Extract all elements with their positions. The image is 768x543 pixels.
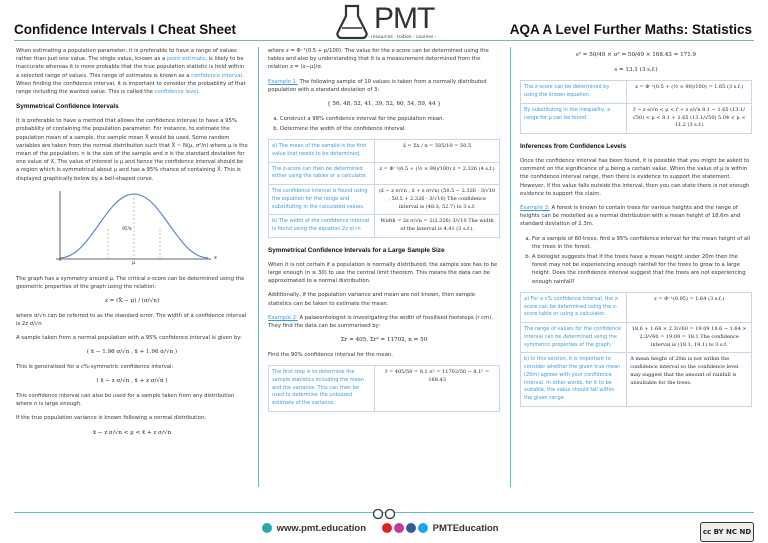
large-sample-paragraph-1: When it is not certain if a population is normally distributed, the sample size has to be large enough (n ≥ 30) to use the central limit theorem. This means the data can be approximated to a normal distribution.	[268, 261, 498, 285]
ci95-equation: ( x̄ − 1.96 σ/√n , x̄ + 1.96 σ/√n )	[86, 349, 178, 356]
example-3-table	[520, 292, 752, 407]
column-2	[268, 47, 500, 420]
example-2-table-continued	[520, 80, 752, 134]
table-row: b) In this section, it is important to consider whether the given true mean (20m) agrees with your confidence interval. In other words, for it to be suitable, the value should fall within the given range. A mean height of 20m is not within the confidence interval so the confidence level may suggest that the amount of rainfall is unsuitable for the trees.	[521, 353, 752, 407]
example-3-part-a: a. For a sample of 60 trees, find a 95% confidence interval for the mean height of all the trees in the forest.	[532, 235, 752, 251]
logo-text: PMT	[374, 2, 435, 35]
instagram-icon[interactable]	[394, 523, 404, 533]
youtube-icon[interactable]	[382, 523, 392, 533]
globe-icon	[262, 523, 272, 533]
example-1-questions	[280, 115, 500, 133]
large-sample-paragraph: This confidence interval can also be used for a sample taken from any distribution where n is large enough.	[16, 392, 235, 408]
section-heading-inferences: Inferences from Confidence Levels	[520, 143, 627, 151]
variance-equation: s² = 50/49 × σ² = 50/49 × 168.43 = 171.9	[575, 52, 697, 58]
symmetric-paragraph: It is preferable to have a method that allows the confidence interval to have a 95% probability of containing the population parameter. For instance, to estimate the population mean of a sample, the sample mean X̄ would be used. Some random variables are taken from the normal distribution such that X̄ ~ N(μ, σ²/n) where μ is the mean of the population, n is the size of the sample and σ is the standard deviation for one value of X. The value of interest is μ and hence the confidence interval should be a region which is symmetrical about μ and has a 95% chance of containing X̄. This is displayed graphically below by a bell-shaped curve.	[16, 118, 248, 182]
graph-x-label: x	[214, 254, 217, 261]
twitter-icon[interactable]	[418, 523, 428, 533]
subject-title: AQA A Level Further Maths: Statistics	[509, 22, 752, 37]
general-paragraph: This is generalised for a c%-symmetric confidence interval:	[16, 364, 174, 371]
example-1-intro: Example 1: The following sample of 10 values is taken from a normally distributed population with a standard deviation of 3:	[268, 78, 487, 93]
table-row: The z-score can then be determined either using the tables or a calculator. z = Φ⁻¹(0.5 + (½ × 98)/100) z = 2.326 (4 s.f.)	[269, 162, 500, 185]
page-footer	[0, 508, 768, 543]
example-3-intro: Example 3: A forest is known to contain trees for various heights and the range of heights can be modelled as a normal distribution with a mean height of 18.6m and standard deviation of 2.3m.	[520, 205, 741, 228]
table-row: The first step is to determine the sample statistics including the mean and the variance. This can then be used to determine the unbiased estimate of the variance. r̄ = 405/50 = 8.1 σ² = 11702/50 − 8.1² = 168.43	[269, 366, 500, 412]
inferences-paragraph: Once the confidence interval has been found, it is possible that you might be asked to comment on the significance of μ being a certain value. When the value of μ is within the confidence interval range, then there is evidence to support the statement. However, if the value falls outside the interval, then you can state there is not enough evidence to support the claim.	[520, 157, 750, 197]
section-heading-large-sample: Symmetrical Confidence Intervals for a Large Sample Size	[268, 246, 445, 254]
table-row: The z-score can be determined by using the known equation. z = Φ⁻¹(0.5 + (½ × 90)/100) = 1.65 (3 s.f.)	[521, 81, 752, 104]
facebook-icon[interactable]	[406, 523, 416, 533]
known-variance-paragraph: If the true population variance is known following a normal distribution:	[16, 415, 206, 422]
example-2-equation: Σr = 405, Σr² = 11702, n = 50	[340, 337, 428, 344]
standard-error-paragraph: where σ/√n can be referred to as the standard error. The width of a confidence interval is 2z σ/√n	[16, 312, 247, 328]
column-divider-2	[510, 47, 511, 487]
known-variance-equation: x̄ − z σ/√n < μ < x̄ + z σ/√n	[92, 429, 172, 436]
table-row: b) The width of the confidence interval is found using the equation 2z σ/√n Width = 2z σ/√n = 2(2.326) 3/√10 The width of the interval is 4.41 (3 s.f.).	[269, 215, 500, 238]
table-row: a) For a c% confidence interval, the z-score can be determined using the z-score table or using a calculator. z = Φ⁻¹(0.95) = 1.64 (3 s.f.)	[521, 292, 752, 322]
example-1-data: { 56, 48, 52, 41, 39, 52, 60, 54, 59, 44 }	[327, 101, 441, 108]
bell-curve-graph	[16, 189, 248, 275]
sd-equation: s = 13.1 (3 s.f.)	[614, 66, 658, 73]
section-heading-symmetric: Symmetrical Confidence Intervals	[16, 103, 119, 111]
example-2-question: Find the 90% confidence interval for the mean.	[268, 351, 393, 358]
table-row: The confidence interval is found using the equation for the range and substituting in the calculated values. (x̄ − z σ/√n , x̄ + z σ/√n) (50.5 − 2.326 · 3/√10 , 50.5 + 2.326 · 3/√10) The confidence interval is (48.3, 52.7) to 3 s.f.	[269, 185, 500, 215]
example-1-table	[268, 139, 500, 238]
logo-subtext: - resources · tuition · courses -	[368, 35, 437, 40]
column-3	[520, 47, 752, 415]
column-1	[16, 47, 248, 443]
large-sample-paragraph-2: Additionally, if the population variance and mean are not known, then sample statistics can be taken to estimate the mean.	[268, 292, 475, 307]
intro-paragraph: When estimating a population parameter, it is preferable to have a range of values rather than just one value. The single value, known as a point estimate, is likely to be inaccurate whereas it is more probable that the true population statistic is held within a selected range of values. This range of estimates is known as a confidence interval. When finding the confidence interval, it is important to consider the probability of that range including the wanted value. This is called the confidence level.	[16, 48, 246, 96]
table-row: The range of values for the confidence interval can be determined using the symmetric properties of the graph. 18.6 + 1.64 × 2.3/√60 = 19.09 18.6 − 1.64 × 2.3/√60 = 19.09 = 18.1 The confidence interval is (18.1, 19.1) to 3 s.f.	[521, 323, 752, 353]
z-equation: z = (X̄ − μ) / (σ/√n)	[104, 298, 160, 305]
cc-license-badge[interactable]: cc BY NC ND	[700, 522, 754, 542]
social-links[interactable]: PMTEducation	[382, 523, 499, 534]
where-paragraph: where z = Φ⁻¹(0.5 + p/100). The value for the z-score can be determined using the tables and also by understanding that it is a measurement determined from the relation z = (x−μ)/σ.	[268, 48, 489, 71]
example-1-part-b: b. Determine the width of the confidence interval.	[280, 125, 500, 133]
header-divider	[14, 40, 754, 41]
graph-percent-label: 95%	[122, 226, 133, 232]
ci95-paragraph: A sample taken from a normal population with a 95% confidence interval is given by:	[16, 335, 242, 342]
general-equation: ( x̄ − z σ/√n , x̄ + z σ/√n )	[96, 378, 168, 385]
example-3-part-b: b. A biologist suggests that if the trees have a mean height under 20m then the forest may not be experiencing enough rainfall for the trees to grow to a large height. Does the confidence interval suggest that the trees are not experiencing enough rainfall?	[532, 253, 752, 286]
table-row: By substituting in the inequality, a range for μ can be found. r̄ − z s/√n < μ < r̄ + z s/√n 8.1 − 1.65 (13.1/√50) < μ < 8.1 + 1.65 (13.1/√50) 5.04 < μ < 11.2 (3 s.f.)	[521, 103, 752, 133]
symmetry-paragraph: The graph has a symmetry around μ. The critical z-score can be determined using the geometric properties of the graph using the relation:	[16, 275, 245, 290]
column-divider-1	[258, 47, 259, 487]
example-2-intro: Example 2: A palaeontologist is investigating the width of fossilised footsteps (r cm). They find the data can be summarised by:	[268, 314, 494, 329]
graph-mu-label: μ	[132, 259, 136, 266]
example-3-questions	[532, 235, 752, 286]
page-title: Confidence Intervals I Cheat Sheet	[14, 22, 237, 37]
goggles-icon	[370, 508, 398, 520]
table-row: a) The mean of the sample is the first value that needs to be determined. x̄ = Σx / n = 505/10 = 50.5	[269, 140, 500, 163]
website-link[interactable]: www.pmt.education	[262, 523, 366, 534]
example-2-table	[268, 365, 500, 412]
example-1-part-a: a. Construct a 98% confidence interval for the population mean.	[280, 115, 500, 123]
